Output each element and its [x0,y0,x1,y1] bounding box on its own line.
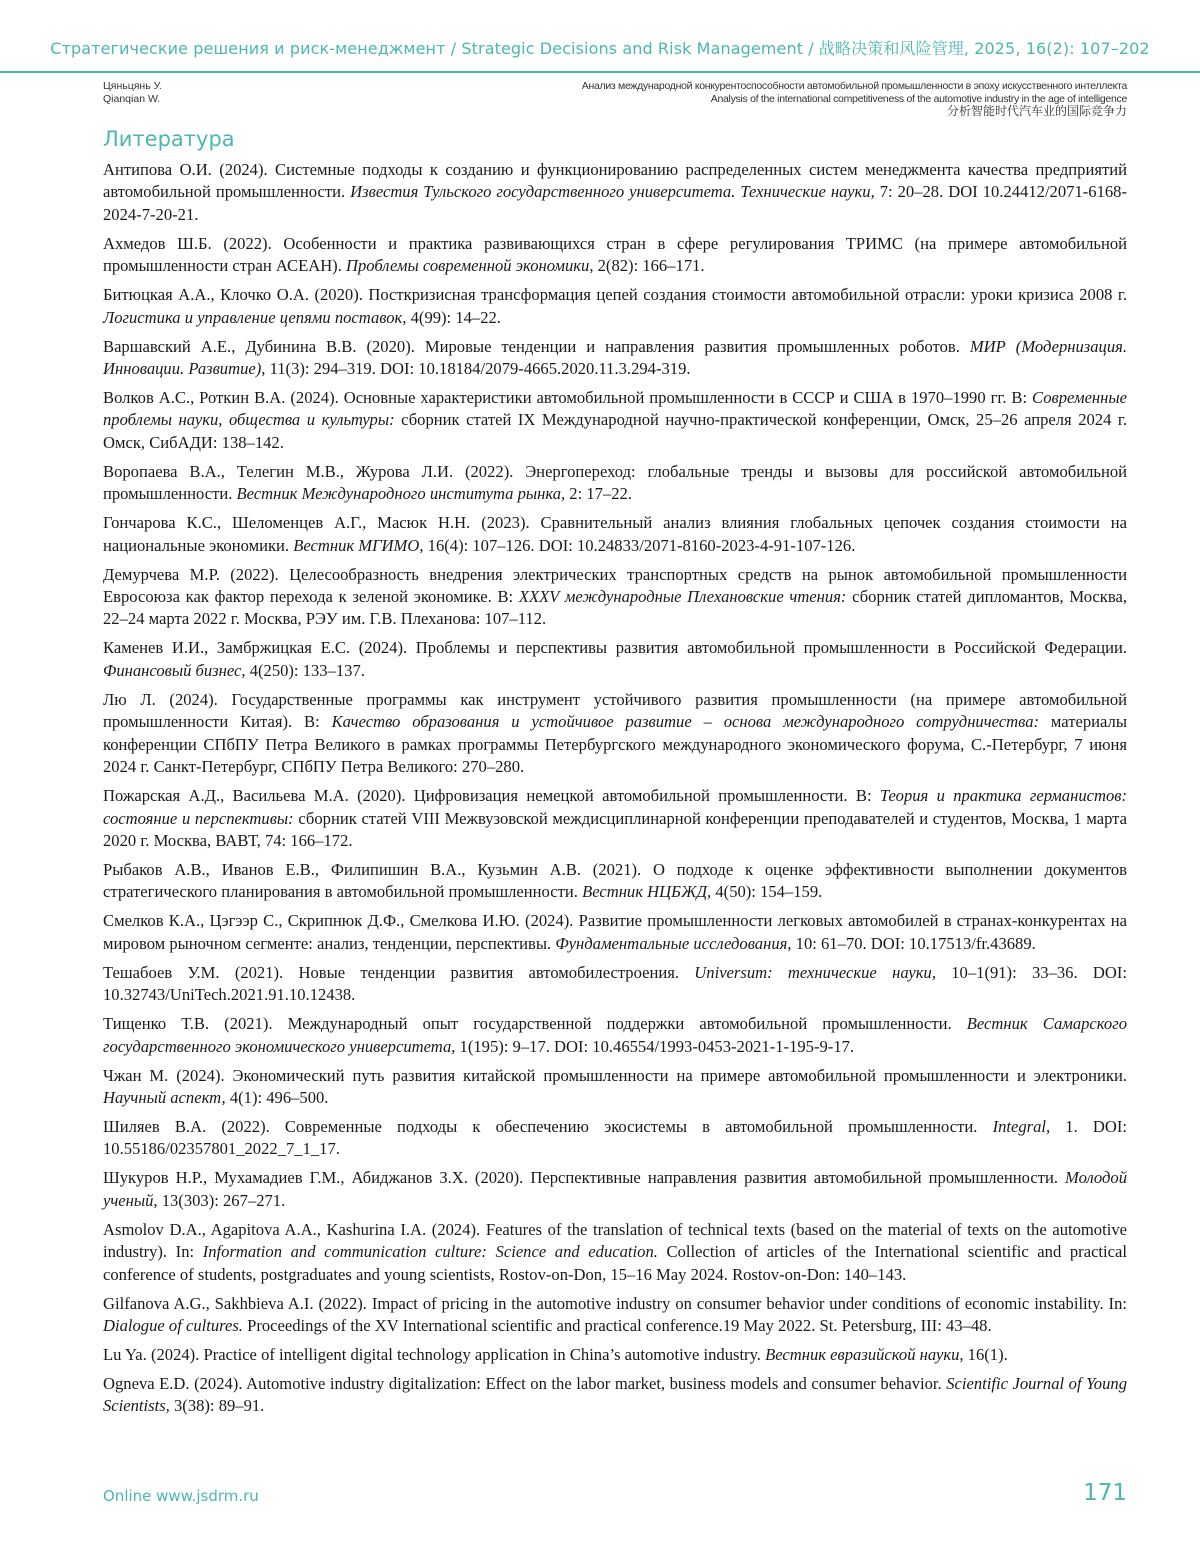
reference-item [103,512,1127,557]
reference-source: Теория и практика германистов: состояние и перспективы: [103,786,1127,828]
reference-tail: 2: 17–22. [565,484,632,504]
reference-text: Гончарова К.С., Шеломенцев А.Г., Масюк Н.Н. (2023). Сравнительный анализ влияния глобальных цепочек создания стоимости на национальные экономики. [103,513,1127,555]
reference-item [103,1013,1127,1058]
title-ru: Анализ международной конкурентоспособности автомобильной промышленности в эпоху искусственного интеллекта [581,80,1127,92]
reference-item [103,159,1127,226]
reference-text: Рыбаков А.В., Иванов Е.В., Филипишин В.А., Кузьмин А.В. (2021). О подходе к оценке эффективности выполнении документов стратегического планирования в автомобильной промышленности. [103,859,1127,902]
reference-item [103,859,1127,904]
reference-text: Gilfanova A.G., Sakhbieva A.I. (2022). Impact of pricing in the automotive industry on consumer behavior under conditions of economic instability. In: [103,1293,1127,1313]
reference-item [103,1344,1127,1366]
reference-text: Варшавский А.Е., Дубинина В.В. (2020). Мировые тенденции и направления развития промышленных роботов. [103,336,970,356]
reference-source: МИР (Модернизация. Инновации. Развитие), [103,336,1127,379]
reference-text: Волков А.С., Роткин В.А. (2024). Основные характеристики автомобильной промышленности в СССР и США в 1970–1990 гг. В: [103,388,1033,408]
footer-website[interactable]: Online www.jsdrm.ru [103,1487,259,1505]
reference-source: Information and communication culture: Science and education. [202,1242,658,1262]
reference-tail: сборник статей VIII Межвузовской междисциплинарной конференции преподавателей и студентов, Москва, 1 марта 2020 г. Москва, ВАВТ, 74: 166–172. [103,808,1127,850]
reference-source: Молодой ученый, [103,1168,1127,1210]
reference-item [103,284,1127,329]
author-en: Qianqian W. [103,92,161,105]
reference-tail: материалы конференции СПбПУ Петра Великого в рамках программы Петербургского международного экономического форума, С.-Петербург, 7 июня 2024 г. Санкт-Петербург, СПбПУ Петра Великого: 270–280. [103,712,1127,777]
reference-text: Лю Л. (2024). Государственные программы как инструмент устойчивого развития промышленности (на примере автомобильной промышленности Китая). В: [103,689,1127,732]
reference-tail: 10–1(91): 33–36. DOI: 10.32743/UniTech.2021.91.10.12438. [103,962,1128,1005]
title-cn: 分析智能时代汽车业的国际竞争力 [946,104,1127,118]
reference-source: Integral, [992,1116,1051,1136]
reference-text: Lu Ya. (2024). Practice of intelligent digital technology application in China’s automotive industry. [103,1344,766,1364]
reference-text: Ogneva E.D. (2024). Automotive industry digitalization: Effect on the labor market, business models and consumer behavior. [103,1373,947,1393]
reference-tail: Proceedings of the XV International scientific and practical conference.19 May 2022. St. Petersburg, III: 43–48. [242,1315,992,1335]
header-divider [0,71,1200,73]
reference-text: Тищенко Т.В. (2021). Международный опыт государственной поддержки автомобильной промышленности. [103,1014,967,1034]
reference-text: Пожарская А.Д., Васильева М.А. (2020). Цифровизация немецкой автомобильной промышленности. В: [103,786,880,806]
running-head-authors [103,80,162,105]
reference-tail: 4(250): 133–137. [245,660,365,680]
reference-text: Битюцкая А.А., Клочко О.А. (2020). Посткризисная трансформация цепей создания стоимости автомобильной отрасли: уроки кризиса 2008 г. [103,285,1127,305]
running-head-title [582,80,1127,118]
reference-item [103,785,1127,852]
reference-tail: 1. DOI: 10.55186/02357801_2022_7_1_17. [103,1116,1127,1159]
reference-tail: 4(99): 14–22. [406,307,501,327]
reference-tail: 16(4): 107–126. DOI: 10.24833/2071-8160-2023-4-91-107-126. [423,535,856,555]
reference-item [103,1167,1127,1212]
reference-item [103,387,1127,454]
reference-source: Вестник МГИМО, [293,535,424,555]
reference-source: Dialogue of cultures. [103,1315,243,1335]
reference-source: Вестник Самарского государственного экономического университета, [103,1014,1127,1056]
reference-tail: 3(38): 89–91. [169,1396,265,1416]
reference-text: Смелков К.А., Цэгээр С., Скрипнюк Д.Ф., Смелкова И.Ю. (2024). Развитие промышленности легковых автомобилей в странах-конкурентах на мировом рыночном сегменте: анализ, тенденции, перспективы. [103,911,1127,953]
reference-text: Воропаева В.А., Телегин М.В., Журова Л.И. (2022). Энергопереход: глобальные тренды и вызовы для российской автомобильной промышленности. [103,461,1127,504]
reference-text: Asmolov D.A., Agapitova A.A., Kashurina I.A. (2024). Features of the translation of technical texts (based on the material of texts on the automotive industry). In: [103,1219,1127,1262]
reference-item [103,910,1127,955]
reference-text: Шукуров Н.Р., Мухамадиев Г.М., Абиджанов З.Х. (2020). Перспективные направления развития автомобильной промышленности. [103,1168,1066,1188]
reference-item [103,1293,1127,1338]
reference-tail: 16(1). [963,1344,1008,1364]
reference-source: Проблемы современной экономики, [346,256,594,276]
reference-item [103,689,1127,779]
reference-item [103,461,1127,506]
reference-tail: 13(303): 267–271. [157,1190,286,1210]
reference-source: Известия Тульского государственного университета. Технические науки, [350,182,875,202]
reference-source: Scientific Journal of Young Scientists, [103,1373,1127,1416]
reference-source: Современные проблемы науки, общества и культуры: [103,388,1127,430]
reference-source: Вестник НЦБЖД, [582,882,712,902]
reference-item [103,564,1127,631]
page-number: 171 [1083,1480,1127,1506]
reference-tail: 7: 20–28. DOI 10.24412/2071-6168-2024-7-20-21. [103,182,1127,224]
reference-tail: 1(195): 9–17. DOI: 10.46554/1993-0453-2021-1-195-9-17. [455,1036,855,1056]
reference-source: Вестник евразийской науки, [765,1344,964,1364]
reference-source: Финансовый бизнес, [103,660,246,680]
reference-text: Антипова О.И. (2024). Системные подходы к созданию и функционированию распределенных систем менеджмента качества предприятий автомобильной промышленности. [103,160,1127,202]
journal-header: Стратегические решения и риск-менеджмент / Strategic Decisions and Risk Management / 战略决策和风险管理, 2025, 16(2): 107–202 [50,39,1150,58]
reference-source: Качество образования и устойчивое развитие – основа международного сотрудничества: [331,712,1040,732]
reference-text: Тешабоев У.М. (2021). Новые тенденции развития автомобилестроения. [103,962,695,982]
reference-source: Вестник Международного института рынка, [236,484,566,504]
title-en: Analysis of the international competitiveness of the automotive industry in the age of intelligence [710,92,1127,105]
reference-text: Шиляев В.А. (2022). Современные подходы к обеспечению экосистемы в автомобильной промышленности. [103,1116,993,1136]
reference-text: Ахмедов Ш.Б. (2022). Особенности и практика развивающихся стран в сфере регулирования ТРИМС (на примере автомобильной промышленности стран АСЕАН). [103,233,1127,276]
reference-source: Universum: технические науки, [694,962,936,982]
reference-source: Научный аспект, [103,1087,226,1107]
reference-tail: сборник статей IX Международной научно-практической конференции, Омск, 25–26 апреля 2024 г. Омск, СибАДИ: 138–142. [103,410,1127,452]
reference-item [103,637,1127,682]
section-title: Литература [103,127,235,151]
reference-text: Демурчева М.Р. (2022). Целесообразность внедрения электрических транспортных средств на рынок автомобильной промышленности Евросоюза как фактор перехода к зеленой экономике. В: [103,564,1127,607]
reference-item [103,336,1127,381]
reference-text: Каменев И.И., Замбржицкая Е.С. (2024). Проблемы и перспективы развития автомобильной промышленности в Российской Федерации. [103,638,1127,658]
reference-tail: 11(3): 294–319. DOI: 10.18184/2079-4665.2020.11.3.294-319. [265,359,691,379]
reference-tail: сборник статей дипломантов, Москва, 22–24 марта 2022 г. Москва, РЭУ им. Г.В. Плеханова: 107–112. [103,587,1127,629]
reference-source: Фундаментальные исследования, [555,933,792,953]
reference-list [103,159,1127,1424]
reference-item [103,1373,1127,1418]
reference-source: Логистика и управление цепями поставок, [103,307,407,327]
reference-item [103,962,1127,1007]
reference-tail: 10: 61–70. DOI: 10.17513/fr.43689. [791,933,1036,953]
author-ru: Цяньцянь У. [103,80,162,92]
reference-item [103,233,1127,278]
reference-tail: Collection of articles of the International scientific and practical conference of students, postgraduates and young scientists, Rostov-on-Don, 15–16 May 2024. Rostov-on-Don: 140–143. [103,1242,1127,1284]
reference-source: XXXV международные Плехановские чтения: [518,587,847,607]
reference-tail: 4(1): 496–500. [225,1087,329,1107]
reference-item [103,1219,1127,1286]
reference-tail: 4(50): 154–159. [711,882,823,902]
reference-text: Чжан М. (2024). Экономический путь развития китайской промышленности на примере автомобильной промышленности и электроники. [103,1065,1127,1085]
reference-item [103,1065,1127,1110]
reference-tail: 2(82): 166–171. [593,256,705,276]
reference-item [103,1116,1127,1161]
